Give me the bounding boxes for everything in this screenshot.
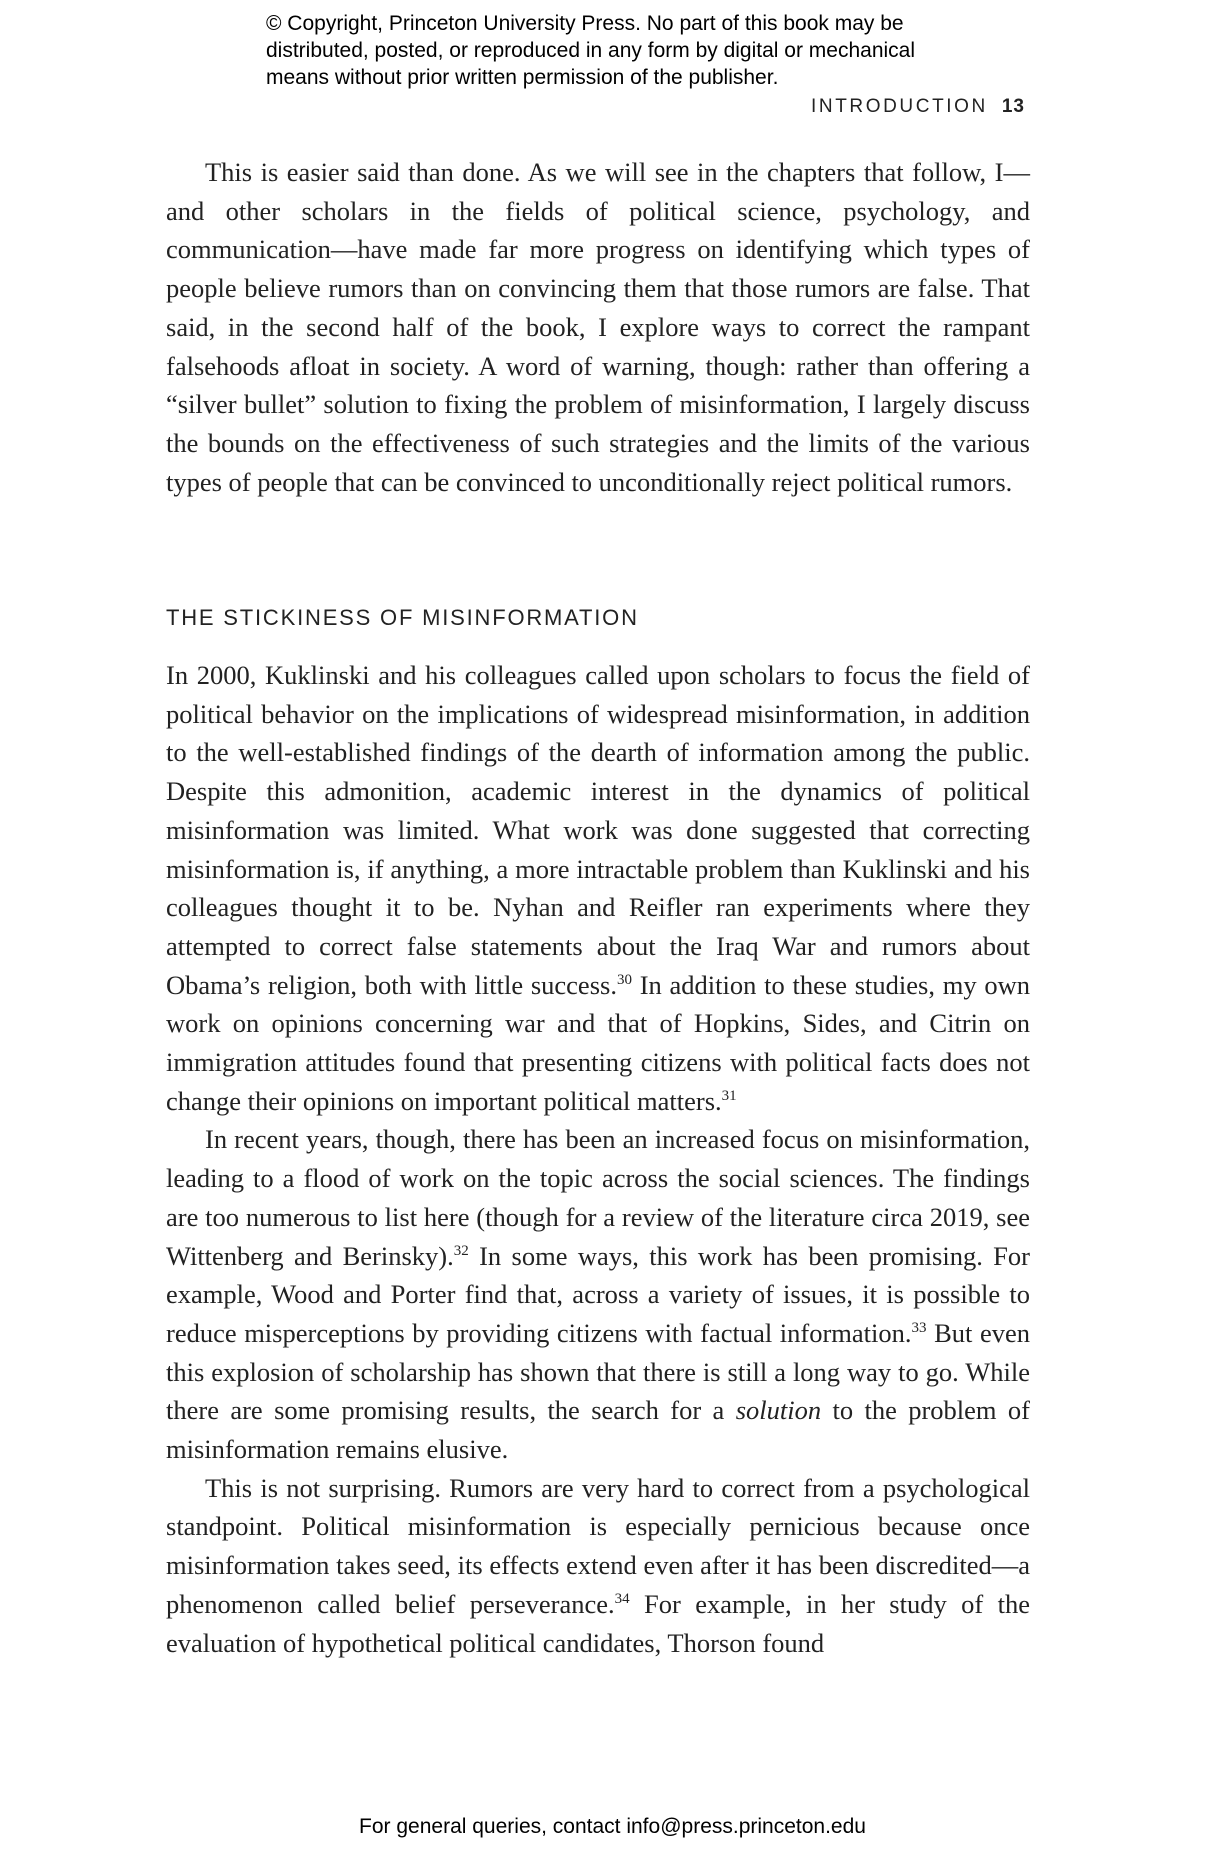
copyright-line: means without prior written permission of the publisher. — [266, 66, 779, 89]
copyright-line: © Copyright, Princeton University Press. No part of this book may be — [266, 12, 904, 35]
paragraph-text: In 2000, Kuklinski and his colleagues called upon scholars to focus the field of political behavior on the implications of widespread misinformation, in addition to the well-established findings of the dearth of information among the public. Despite this admonition, academic interest in the dynamics of political misinformation was limited. What work was done suggested that correcting misinformation is, if anything, a more intractable problem than Kuklinski and his colleagues thought it to be. Nyhan and Reifler ran experiments where they attempted to correct false statements about the Iraq War and rumors about Obama’s religion, both with little success. — [166, 660, 1030, 1000]
emphasized-word: solution — [735, 1395, 822, 1426]
paragraph-text: to the problem of misinformation remains elusive. — [166, 1395, 1030, 1465]
footer-contact: For general queries, contact info@press.princeton.edu — [359, 1815, 866, 1838]
paragraph-text: But even this explosion of scholarship has shown that there is still a long way to go. While there are some promising results, the search for a — [166, 1317, 1031, 1426]
footnote-marker: 30 — [616, 971, 632, 988]
footnote-marker: 33 — [911, 1319, 927, 1336]
paragraph-text: In addition to these studies, my own work on opinions concerning war and that of Hopkins, Sides, and Citrin on immigration attitudes found that presenting citizens with political facts does not change their opinions on important political matters. — [166, 969, 1030, 1116]
body-text-top — [166, 153, 1030, 501]
paragraph-text: In some ways, this work has been promising. For example, Wood and Porter find that, across a variety of issues, it is possible to reduce misperceptions by providing citizens with factual information. — [166, 1240, 1030, 1348]
paragraph-text: For example, in her study of the evaluation of hypothetical political candidates, Thorson found — [166, 1588, 1030, 1658]
chapter-title: INTRODUCTION — [811, 96, 988, 117]
paragraph: This is easier said than done. As we will see in the chapters that follow, I—and other scholars in the fields of political science, psychology, and communication—have made far more progress on identifying which types of people believe rumors than on convincing them that those rumors are false. That said, in the second half of the book, I explore ways to correct the rampant falsehoods afloat in society. A word of warning, though: rather than offering a “silver bullet” solution to fixing the problem of misinformation, I largely discuss the bounds on the effectiveness of such strategies and the limits of the various types of people that can be convinced to unconditionally reject political rumors. — [166, 157, 1030, 497]
paragraph-text: This is not surprising. Rumors are very hard to correct from a psychological standpoint. Political misinformation is especially pernicious because once misinformation takes seed, its effects extend even after it has been discredited—a phenomenon called belief perseverance. — [166, 1472, 1030, 1619]
footnote-marker: 32 — [453, 1242, 469, 1259]
paragraph — [166, 656, 1030, 1120]
footnote-marker: 31 — [721, 1087, 737, 1104]
running-head — [811, 96, 1025, 118]
page-number: 13 — [1001, 96, 1025, 117]
paragraph-text: In recent years, though, there has been an increased focus on misinformation, leading to a flood of work on the topic across the social sciences. The findings are too numerous to list here (though for a review of the literature circa 2019, see Wittenberg and Berinsky). — [166, 1124, 1030, 1271]
paragraph — [166, 1469, 1030, 1663]
footnote-marker: 34 — [614, 1590, 630, 1607]
copyright-notice — [266, 10, 986, 91]
paragraph — [166, 1120, 1030, 1468]
copyright-line: distributed, posted, or reproduced in any form by digital or mechanical — [266, 39, 916, 62]
body-text-section — [166, 656, 1030, 1662]
section-heading: THE STICKINESS OF MISINFORMATION — [166, 605, 639, 630]
